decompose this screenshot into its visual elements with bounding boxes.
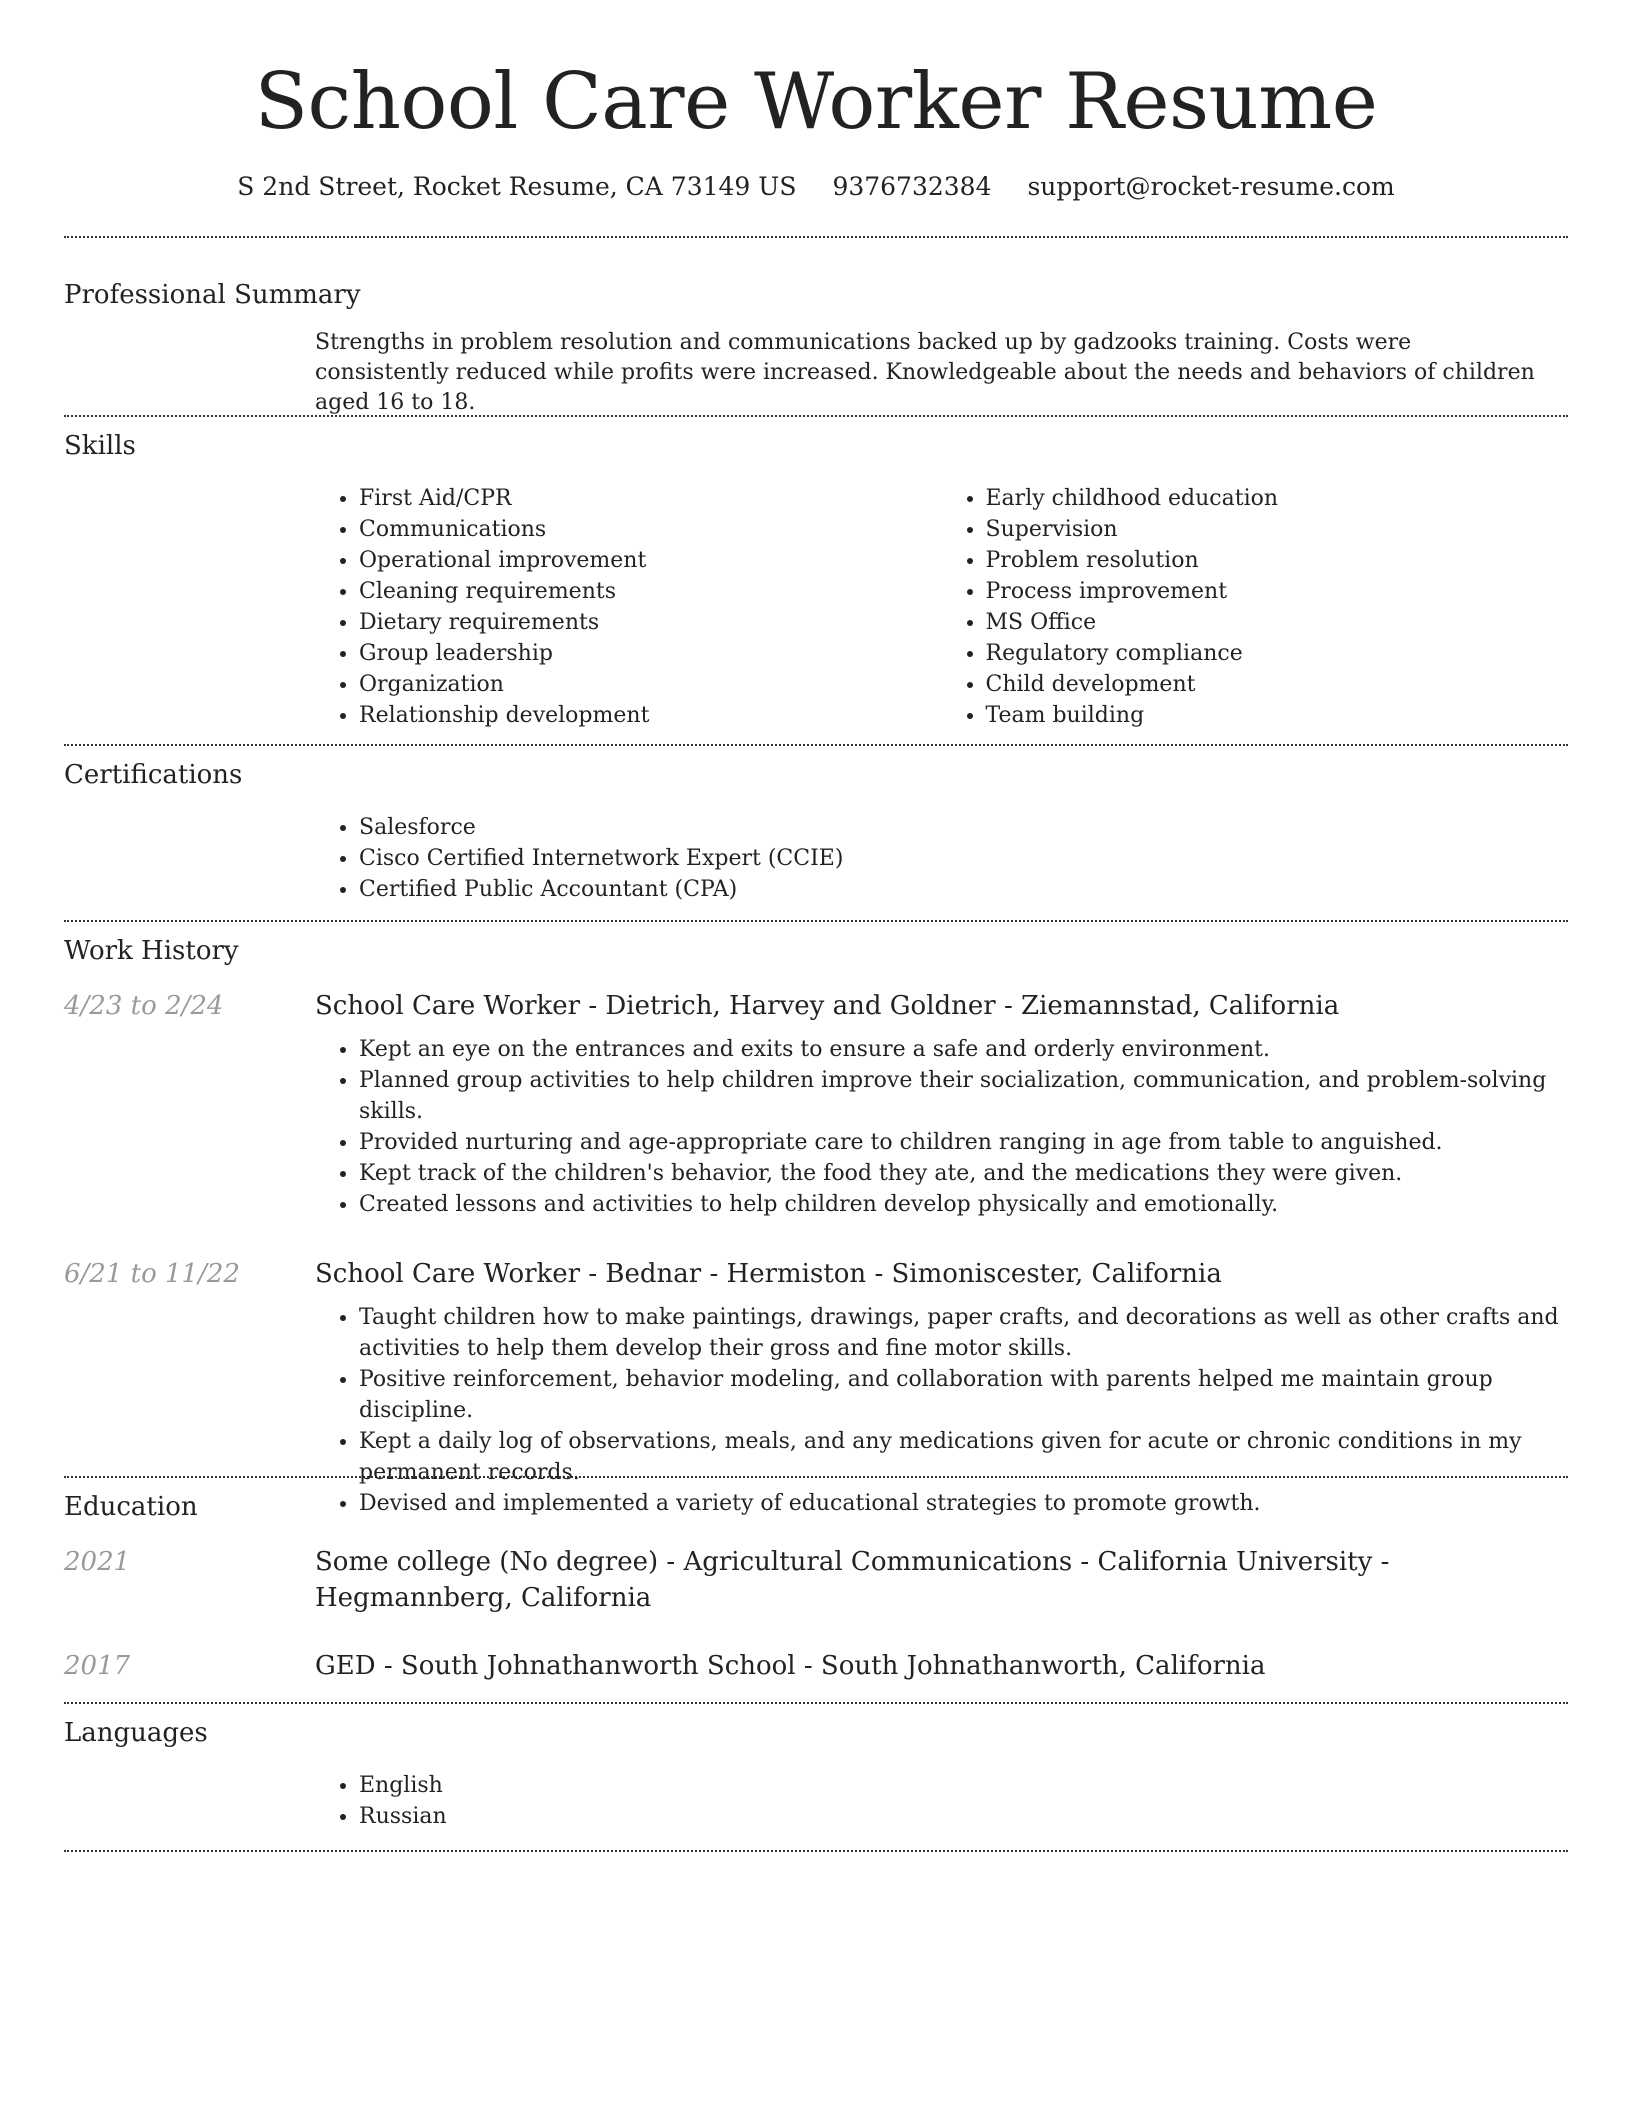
- education-title: GED - South Johnathanworth School - South Johnathanworth, California: [315, 1651, 1266, 1681]
- languages-list: [315, 1770, 1568, 1832]
- certification-item: • Salesforce: [359, 812, 1568, 843]
- contact-email: support@rocket-resume.com: [1027, 172, 1395, 201]
- skill-item: • Relationship development: [359, 700, 942, 731]
- skills-list-right: [942, 483, 1569, 731]
- skill-item: • Group leadership: [359, 638, 942, 669]
- job-bullet: • Kept track of the children's behavior, the food they ate, and the medications they were given.: [359, 1158, 1568, 1189]
- languages-section: [64, 1704, 1568, 1850]
- job-entry: [64, 988, 1568, 1220]
- skill-item: • Problem resolution: [986, 545, 1569, 576]
- skill-item: • Early childhood education: [986, 483, 1569, 514]
- work-history-section: [64, 922, 1568, 1516]
- contact-phone: 9376732384: [832, 172, 992, 201]
- contact-line: [64, 170, 1568, 204]
- language-item: • English: [359, 1770, 1568, 1801]
- certifications-section: [64, 746, 1568, 920]
- contact-address: S 2nd Street, Rocket Resume, CA 73149 US: [237, 172, 797, 201]
- skills-section: [64, 417, 1568, 744]
- job-bullet: • Kept a daily log of observations, meals, and any medications given for acute or chronic conditions in my permanent records.: [359, 1426, 1568, 1488]
- job-bullet: • Positive reinforcement, behavior modeling, and collaboration with parents helped me maintain group discipline.: [359, 1364, 1568, 1426]
- skill-item: • Cleaning requirements: [359, 576, 942, 607]
- section-heading: Languages: [64, 1718, 208, 1748]
- job-bullet: • Created lessons and activities to help children develop physically and emotionally.: [359, 1189, 1568, 1220]
- certification-item: • Cisco Certified Internetwork Expert (CCIE): [359, 843, 1568, 874]
- resume-title: School Care Worker Resume: [254, 57, 1378, 147]
- summary-section: [64, 238, 1568, 415]
- section-heading: Certifications: [64, 760, 243, 790]
- job-bullet: • Taught children how to make paintings, drawings, paper crafts, and decorations as well as other crafts and activities to help them develop their gross and fine motor skills.: [359, 1302, 1568, 1364]
- job-title: School Care Worker - Dietrich, Harvey and Goldner - Ziemannstad, California: [315, 991, 1340, 1021]
- divider: [64, 1850, 1568, 1852]
- job-bullet: • Kept an eye on the entrances and exits to ensure a safe and orderly environment.: [359, 1034, 1568, 1065]
- job-date: 4/23 to 2/24: [64, 991, 224, 1021]
- skill-item: • Process improvement: [986, 576, 1569, 607]
- language-item: • Russian: [359, 1801, 1568, 1832]
- education-entry: [64, 1648, 1568, 1684]
- section-heading: Professional Summary: [64, 280, 361, 310]
- job-bullets: [315, 1034, 1568, 1220]
- skill-item: • First Aid/CPR: [359, 483, 942, 514]
- skill-item: • Communications: [359, 514, 942, 545]
- skill-item: • Regulatory compliance: [986, 638, 1569, 669]
- skill-item: • Dietary requirements: [359, 607, 942, 638]
- skill-item: • Team building: [986, 700, 1569, 731]
- section-heading: Skills: [64, 431, 136, 461]
- education-date: 2017: [64, 1651, 131, 1681]
- section-heading: Work History: [64, 936, 239, 966]
- section-heading: Education: [64, 1492, 198, 1522]
- skill-item: • Organization: [359, 669, 942, 700]
- resume-page: [64, 0, 1568, 1852]
- job-bullet: • Devised and implemented a variety of educational strategies to promote growth.: [359, 1488, 1568, 1519]
- certifications-list: [315, 812, 1568, 905]
- education-date: 2021: [64, 1547, 131, 1577]
- job-title: School Care Worker - Bednar - Hermiston - Simoniscester, California: [315, 1259, 1222, 1289]
- education-entry: [64, 1544, 1568, 1616]
- skill-item: • Operational improvement: [359, 545, 942, 576]
- certification-item: • Certified Public Accountant (CPA): [359, 874, 1568, 905]
- job-bullet: • Planned group activities to help children improve their socialization, communication, and problem-solving skills.: [359, 1065, 1568, 1127]
- job-bullet: • Provided nurturing and age-appropriate care to children ranging in age from table to anguished.: [359, 1127, 1568, 1158]
- job-date: 6/21 to 11/22: [64, 1259, 240, 1289]
- skills-list-left: [315, 483, 942, 731]
- skill-item: • Supervision: [986, 514, 1569, 545]
- summary-text: Strengths in problem resolution and communications backed up by gadzooks training. Costs were consistently reduced while profits were increased. Knowledgeable about the needs and behaviors of children aged 16 to 18.: [315, 330, 1535, 415]
- education-title: Some college (No degree) - Agricultural Communications - California University - Hegmannberg, California: [315, 1547, 1390, 1613]
- education-section: [64, 1478, 1568, 1702]
- skill-item: • MS Office: [986, 607, 1569, 638]
- skill-item: • Child development: [986, 669, 1569, 700]
